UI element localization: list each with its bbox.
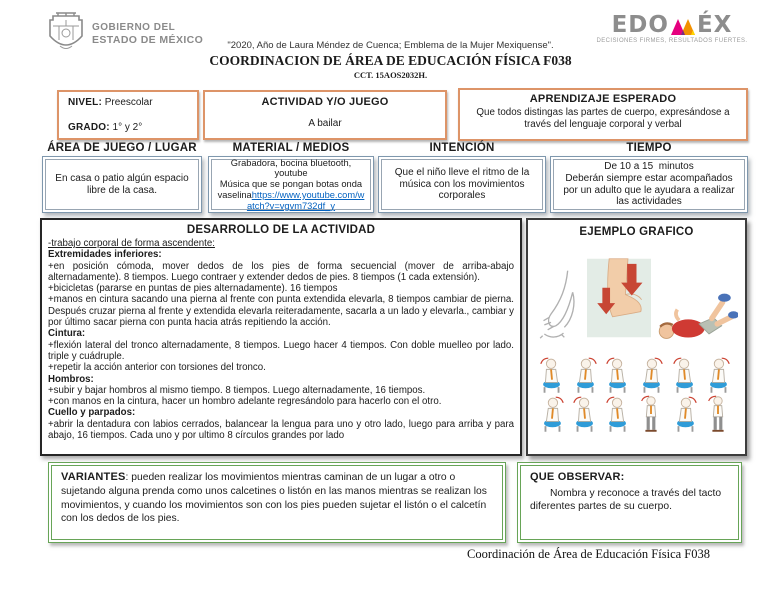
aprendizaje-esperado-box [458, 88, 748, 141]
intencion-box [378, 156, 546, 213]
actividad-title: ACTIVIDAD Y/O JUEGO [261, 96, 389, 108]
variantes-label: VARIANTES [61, 471, 126, 483]
actividad-box [203, 90, 447, 140]
area-juego-box [42, 156, 202, 213]
observar-title: QUE OBSERVAR: [530, 471, 625, 483]
ejemplo-grafico-box [526, 218, 747, 456]
exercise-figure [604, 356, 632, 394]
material-line2 [216, 179, 366, 211]
edomex-m-icon [670, 18, 696, 35]
aprendizaje-text: Que todos distingas las partes de cuerpo, expresándose a través del lenguaje corporal y verbal [476, 107, 730, 130]
exercise-figure [637, 395, 665, 433]
desarrollo-content [48, 238, 514, 441]
grado-label: GRADO: [68, 122, 110, 133]
child-bicycle-image [652, 284, 738, 344]
feet-sketch-image [536, 264, 586, 344]
section-heading: Cintura: [48, 328, 86, 340]
activity-step: +repetir la acción anterior con torsiones del tronco. [48, 362, 266, 374]
exercise-figure [704, 395, 732, 433]
edomex-tagline: DECISIONES FIRMES, RESULTADOS FUERTES. [596, 38, 748, 44]
ejemplo-title: EJEMPLO GRAFICO [579, 226, 694, 238]
document-header [150, 40, 631, 80]
tiempo-title: TIEMPO [626, 142, 672, 154]
exercise-figure [671, 356, 699, 394]
footer-text: Coordinación de Área de Educación Física F038 [467, 547, 710, 561]
tiempo-text: Deberán siempre estar acompañados por un adulto que le ayudara a realizar las actividades [563, 172, 735, 208]
que-observar-box [517, 462, 742, 543]
exercise-figure [637, 356, 665, 394]
section-heading: Hombros: [48, 373, 94, 385]
intencion-text: Que el niño lleve el ritmo de la música con los movimientos corporales [381, 159, 543, 210]
year-quote: "2020, Año de Laura Méndez de Cuenca; Emblema de la Mujer Mexiquense". [227, 40, 554, 51]
desarrollo-title: DESARROLLO DE LA ACTIVIDAD [186, 224, 376, 236]
estado-de-mexico-crest-icon [46, 12, 86, 56]
activity-step: +flexión lateral del tronco alternadamente, 8 tiempos. Luego hacer 4 tiempos. Con doble muelleo por lado. triple y cuádruple. [48, 339, 514, 362]
activity-step: +manos en cintura sacando una pierna al frente con punta extendida elevarla, 8 tiempos cambiar de pierna. Después cruzar pierna al frente y extendida elevarla reiteradamente, sacarla a un lado y elevarla., cambiar y por último sacar pierna con punta hacia atrás repitiendo la acción. [48, 294, 514, 329]
nivel-label: NIVEL: [68, 97, 102, 108]
page-title: COORDINACION DE ÁREA DE EDUCACIÓN FÍSICA F038 [209, 53, 572, 68]
variantes-text: : pueden realizar los movimientos mientras caminan de un lugar a otro o sujetando alguna prenda como unos calcetines o listón en las manos mientras se realizan los movimientos, y cuando los movimientos son con los pies pueden sujetar el listón o el calcetín con los dedos de los pies. [61, 472, 487, 525]
grado-line [68, 122, 188, 133]
exercise-figure [571, 356, 599, 394]
material-line1: Grabadora, bocina bluetooth, youtube [230, 157, 352, 179]
edomex-text-left: EDO [611, 12, 669, 38]
material-medios-box [208, 156, 374, 213]
exercise-figure [538, 395, 566, 433]
grado-value: 1° y 2° [112, 122, 143, 133]
gov-logo-line1: GOBIERNO DEL [92, 22, 176, 33]
nivel-value: Preescolar [104, 97, 153, 108]
cct-code: CCT. 15AOS2032H. [353, 70, 428, 80]
material-medios-title: MATERIAL / MEDIOS [232, 142, 350, 154]
area-juego-title: ÁREA DE JUEGO / LUGAR [47, 142, 197, 154]
exercise-figure [704, 356, 732, 394]
gov-logo-line2: ESTADO DE MÉXICO [92, 34, 204, 46]
edomex-text-right: ÉX [696, 12, 733, 38]
material-line2-text: Música que se pongan botas onda vaselina [217, 179, 363, 200]
edomex-wordmark [596, 13, 748, 37]
nivel-line [68, 97, 188, 108]
foot-stretch-arrows-image [587, 252, 651, 344]
ejemplo-images-row [532, 248, 741, 344]
section-heading: Cuello y parpados: [48, 407, 136, 419]
aprendizaje-title: APRENDIZAJE ESPERADO [529, 93, 677, 105]
area-juego-text: En casa o patio algún espacio libre de la casa. [45, 159, 199, 210]
activity-step: +en posición cómoda, mover dedos de los pies de forma secuencial (mover de arriba-abajo alternadamente). 8 tiempos. Luego contraer y extender dedos de pies. 8 tiempos (1 cada extensión). [48, 260, 514, 283]
actividad-value: A bailar [308, 118, 342, 129]
activity-step: +con manos en la cintura, hacer un hombro adelante regresándolo para hacerlo con el otro. [48, 396, 442, 408]
exercise-figure [604, 395, 632, 433]
section-heading: Extremidades inferiores: [48, 249, 162, 261]
desarrollo-intro: -trabajo corporal de forma ascendente: [48, 238, 215, 249]
tiempo-box [550, 156, 748, 213]
activity-step: +subir y bajar hombros al mismo tiempo. 8 tiempos. Luego alternadamente, 16 tiempos. [48, 384, 426, 396]
intencion-title: INTENCIÓN [429, 142, 495, 154]
nivel-grado-box [57, 90, 199, 140]
observar-text: Nombra y reconoce a través del tacto diferentes partes de su cuerpo. [530, 487, 722, 512]
desarrollo-actividad-box [40, 218, 522, 456]
activity-step: +abrir la dentadura con labios cerrados, balancear la lengua para uno y otro lado, luego para arriba y para abajo, 16 tiempos. Cada uno y por ultimo 8 círculos grandes por lado [48, 418, 514, 442]
exercise-figure [671, 395, 699, 433]
exercise-figure [538, 356, 566, 394]
edomex-logo [596, 13, 748, 44]
youtube-link[interactable]: https://www.youtube.com/watch?v=vgvm732df_y [246, 189, 365, 211]
exercise-figures-grid [532, 356, 741, 433]
exercise-figure [571, 395, 599, 433]
variantes-box [48, 462, 506, 543]
activity-step: +bicicletas (pararse en puntas de pies alternadamente). 16 tiempos [48, 283, 338, 295]
tiempo-duration: De 10 a 15 minutos [604, 161, 694, 173]
